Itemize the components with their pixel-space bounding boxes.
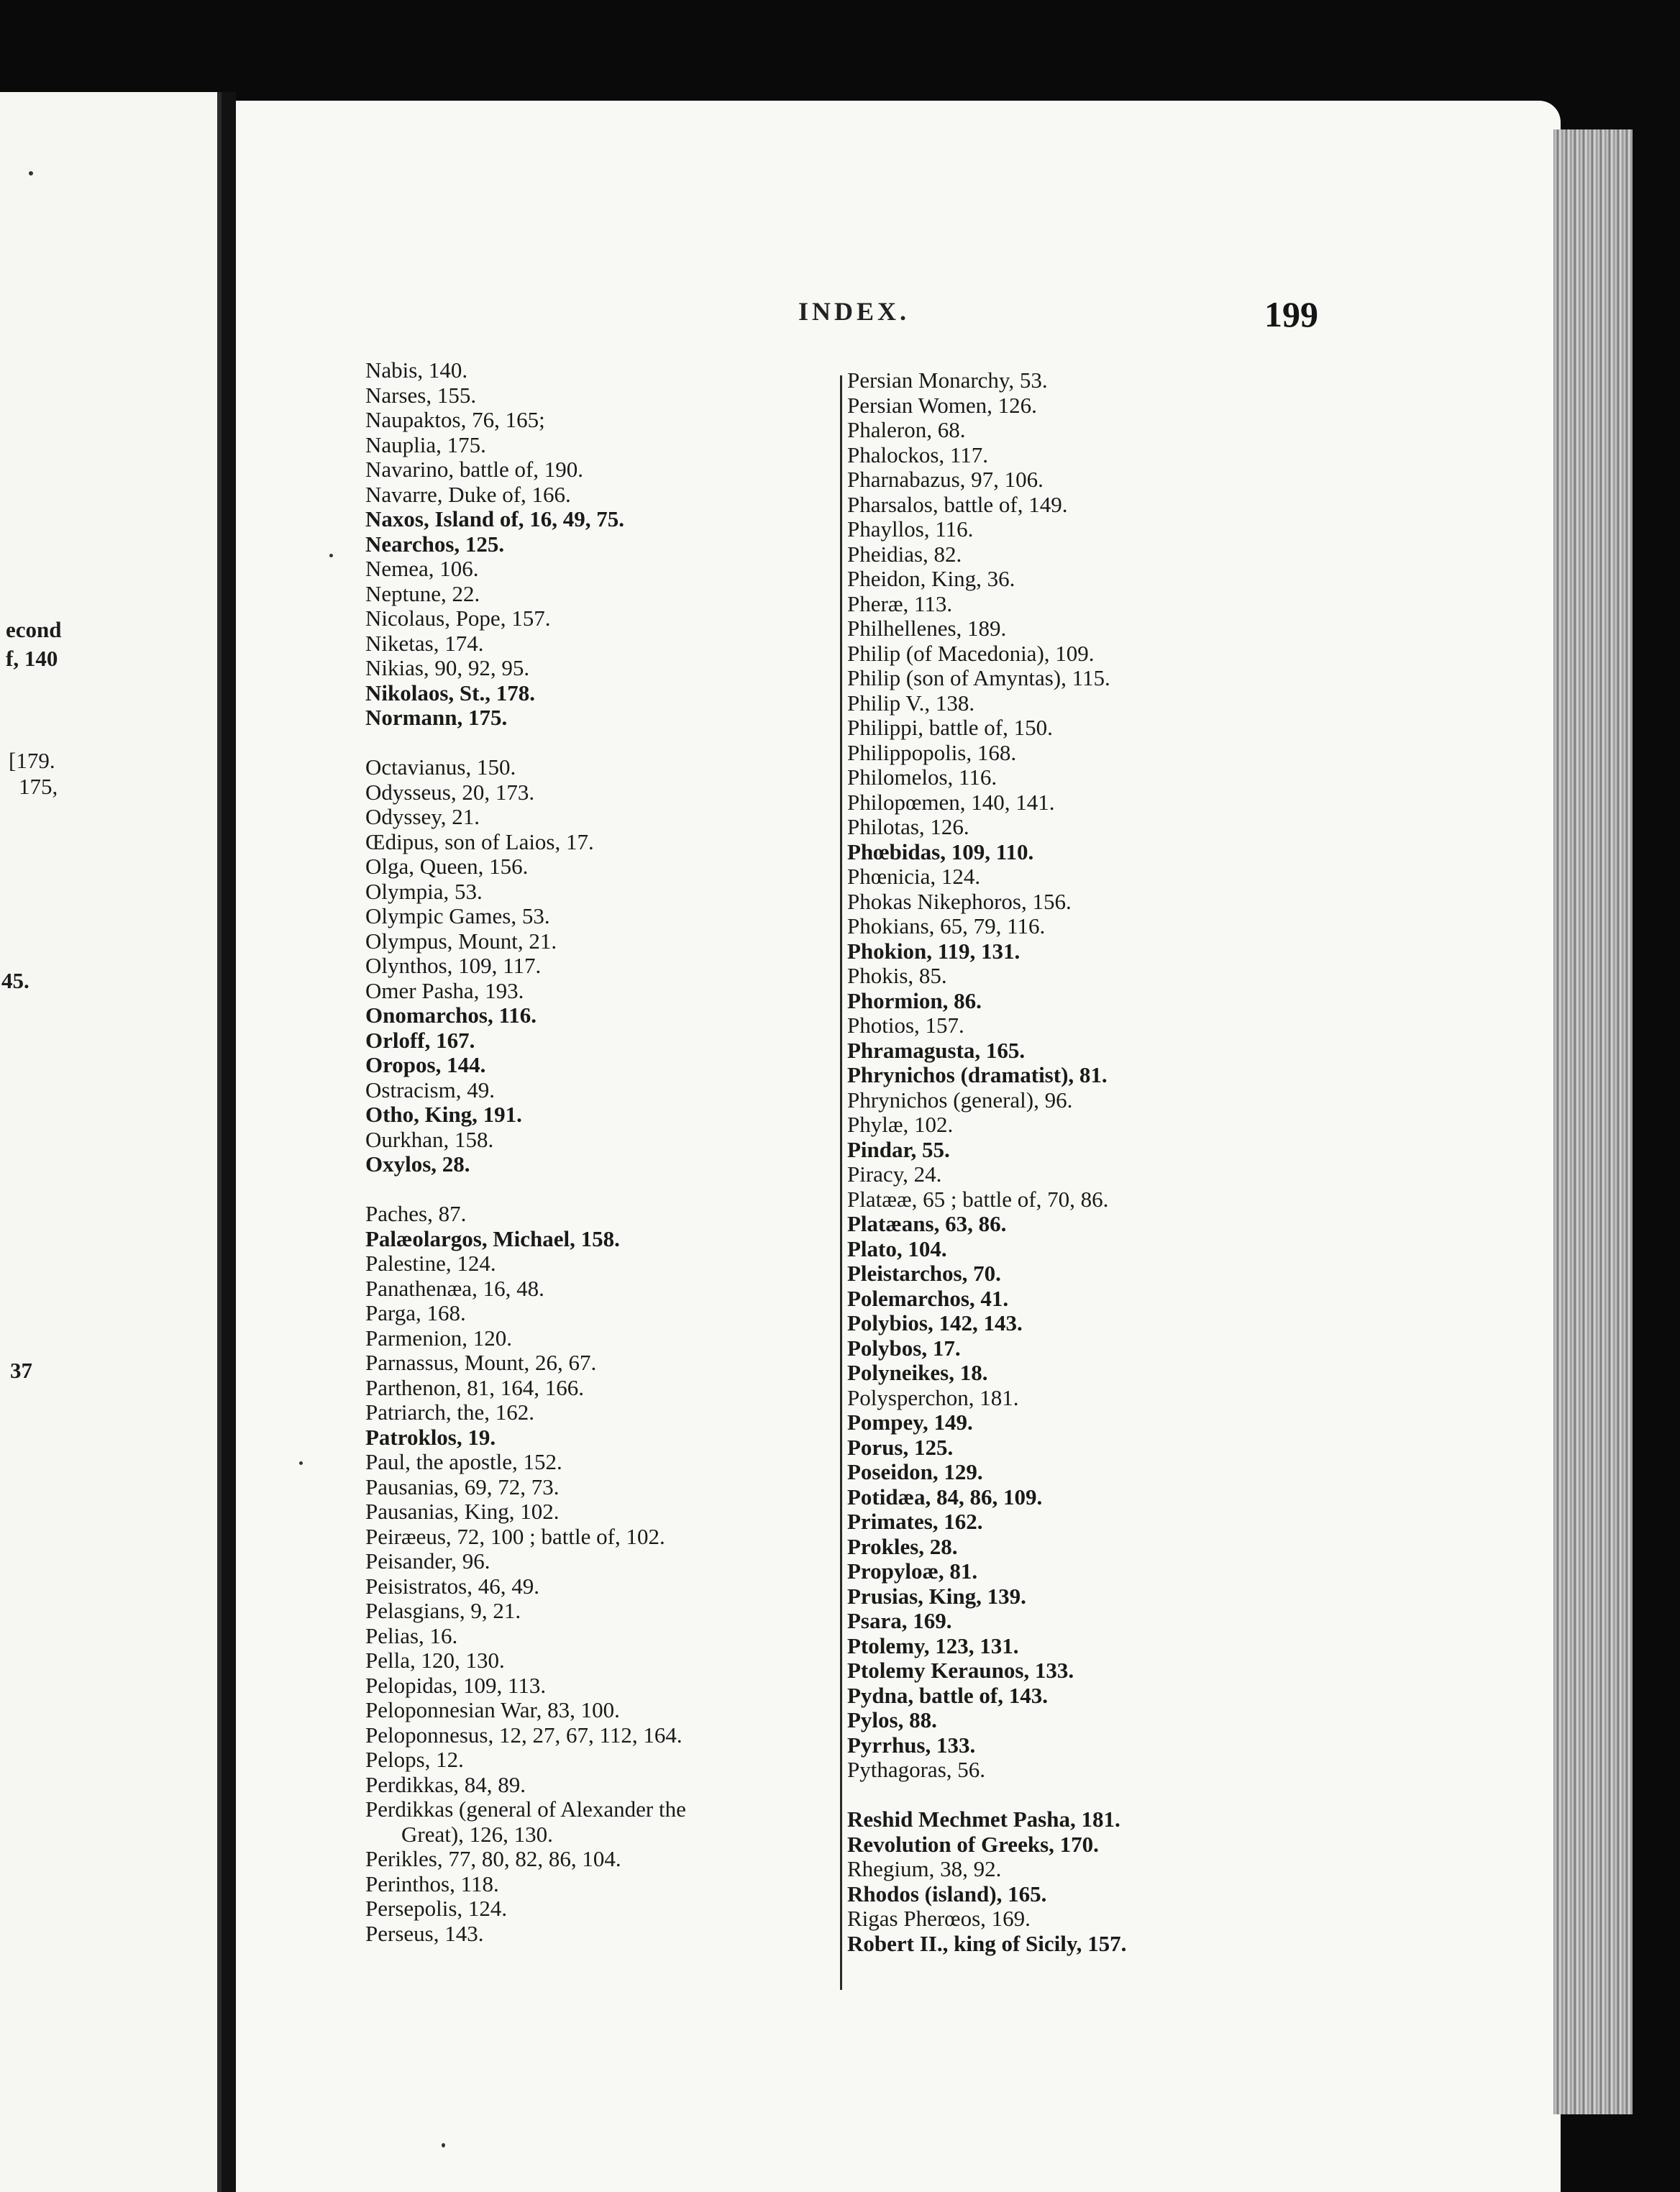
left-page-fragment: 45.	[1, 968, 29, 993]
index-entry-text: Paches, 87.	[365, 1201, 467, 1226]
index-entry-text: Polybios, 142, 143.	[847, 1310, 1023, 1335]
index-entry	[847, 1336, 1207, 1361]
index-entry	[847, 1485, 1207, 1510]
index-entry	[847, 641, 1207, 667]
print-speck	[442, 2143, 445, 2147]
index-entry-text: Philippopolis, 168.	[847, 739, 1017, 765]
left-page-fragment: 37	[10, 1358, 32, 1383]
index-entry	[847, 517, 1207, 542]
index-entry	[847, 1187, 1207, 1213]
left-page-fragment: econd	[6, 617, 62, 642]
index-entry-text: Phœnicia, 124.	[847, 864, 981, 889]
index-entry	[365, 1624, 826, 1649]
index-entry-text: Palæolargos, Michael, 158.	[365, 1225, 620, 1251]
left-page-fragment: [179.	[9, 748, 55, 773]
index-entry-text: Robert II., king of Sicily, 157.	[847, 1930, 1127, 1956]
index-entry-text: Pharsalos, battle of, 149.	[847, 491, 1068, 517]
index-entry-text: Naupaktos, 76, 165;	[365, 407, 545, 432]
index-entry-text: Palestine, 124.	[365, 1251, 496, 1276]
index-entry-text: Perdikkas, 84, 89.	[365, 1771, 526, 1797]
index-entry-text: Phokas Nikephoros, 156.	[847, 888, 1072, 914]
index-entry	[847, 1609, 1207, 1634]
index-entry-text: Prokles, 28.	[847, 1533, 958, 1559]
index-entry-text: Parnassus, Mount, 26, 67.	[365, 1350, 597, 1375]
index-entry-text: Perdikkas (general of Alexander the	[365, 1796, 686, 1822]
index-entry-text: Pompey, 149.	[847, 1410, 973, 1435]
index-entry-text: Peisander, 96.	[365, 1548, 490, 1574]
page-edges	[1553, 129, 1633, 2114]
index-entry-text: Phokis, 85.	[847, 963, 947, 988]
index-entry	[365, 1202, 826, 1227]
index-entry	[847, 1261, 1207, 1287]
index-entry-text: Poseidon, 129.	[847, 1459, 983, 1484]
index-entry	[365, 1896, 826, 1922]
index-entry	[365, 1028, 826, 1054]
index-entry	[365, 1599, 826, 1624]
index-entry	[847, 493, 1207, 518]
index-entry	[365, 1003, 826, 1028]
index-entry	[365, 383, 826, 408]
index-entry-text: Philip (of Macedonia), 109.	[847, 640, 1095, 666]
index-entry	[847, 1410, 1207, 1435]
index-entry	[365, 507, 826, 532]
index-entry	[847, 368, 1207, 393]
index-entry-text: Nemea, 106.	[365, 556, 479, 581]
index-entry-text: Phokion, 119, 131.	[847, 938, 1021, 964]
index-entry	[365, 1574, 826, 1599]
index-entry-text: Nearchos, 125.	[365, 531, 505, 557]
index-entry-text: Peloponnesian War, 83, 100.	[365, 1697, 620, 1722]
index-entry-text: Nikias, 90, 92, 95.	[365, 655, 530, 680]
index-entry-text: Ourkhan, 158.	[365, 1126, 494, 1152]
index-entry-text: Perinthos, 118.	[365, 1871, 499, 1896]
index-entry	[847, 765, 1207, 790]
index-entry	[847, 1063, 1207, 1088]
index-entry-text: Nauplia, 175.	[365, 431, 486, 457]
index-entry-text: Parga, 168.	[365, 1300, 466, 1325]
index-entry	[847, 1386, 1207, 1411]
index-entry-text: Paul, the apostle, 152.	[365, 1449, 562, 1474]
index-entry-text: Reshid Mechmet Pasha, 181.	[847, 1807, 1120, 1832]
index-entry	[365, 483, 826, 508]
index-entry-text: Oropos, 144.	[365, 1052, 486, 1077]
index-entry-text: Nikolaos, St., 178.	[365, 680, 535, 705]
index-entry	[365, 929, 826, 954]
index-entry-text: Platæans, 63, 86.	[847, 1211, 1007, 1236]
index-entry-text: Peiræeus, 72, 100 ; battle of, 102.	[365, 1523, 665, 1549]
index-entry	[847, 1361, 1207, 1386]
index-entry-text: Prusias, King, 139.	[847, 1583, 1026, 1609]
index-entry	[365, 1797, 826, 1847]
index-entry	[847, 1435, 1207, 1461]
index-entry	[365, 904, 826, 929]
index-entry-text: Pelias, 16.	[365, 1622, 458, 1648]
index-entry-text: Pheidon, King, 36.	[847, 566, 1015, 591]
index-entry-text: Odyssey, 21.	[365, 804, 480, 829]
index-entry	[365, 1277, 826, 1302]
index-entry	[847, 1088, 1207, 1113]
index-entry-text: Propyloæ, 81.	[847, 1558, 978, 1584]
index-entry-text: Ptolemy, 123, 131.	[847, 1632, 1019, 1658]
index-entry	[847, 890, 1207, 915]
index-entry	[847, 1311, 1207, 1336]
index-entry-text: Philopœmen, 140, 141.	[847, 789, 1055, 815]
index-entry	[365, 457, 826, 483]
index-entry	[847, 467, 1207, 493]
index-entry	[365, 656, 826, 681]
index-entry-text: Parmenion, 120.	[365, 1325, 513, 1351]
index-entry-text: Phrynichos (general), 96.	[847, 1087, 1073, 1113]
index-entry-text: Naxos, Island of, 16, 49, 75.	[365, 506, 624, 531]
index-entry	[365, 1872, 826, 1897]
index-entry-text: Persepolis, 124.	[365, 1896, 508, 1921]
index-entry	[365, 1053, 826, 1078]
index-entry	[365, 1102, 826, 1128]
index-entry	[847, 964, 1207, 989]
index-entry-text: Pythagoras, 56.	[847, 1757, 986, 1782]
column-rule	[840, 375, 842, 1990]
index-entry-text: Potidæa, 84, 86, 109.	[847, 1484, 1043, 1510]
index-entry-text: Olympic Games, 53.	[365, 903, 550, 928]
index-entry-text: Panathenæa, 16, 48.	[365, 1275, 544, 1301]
index-entry	[847, 616, 1207, 641]
index-entry-text: Nabis, 140.	[365, 357, 468, 383]
index-entry-continuation: Great), 126, 130.	[401, 1821, 553, 1847]
index-entry-text: Philippi, battle of, 150.	[847, 715, 1053, 740]
index-entry-text: Pausanias, 69, 72, 73.	[365, 1474, 560, 1499]
index-entry-text: Philotas, 126.	[847, 814, 969, 839]
index-entry	[847, 542, 1207, 567]
index-entry-text: Revolution of Greeks, 170.	[847, 1831, 1099, 1857]
facing-page-left	[0, 92, 222, 2192]
index-entry	[847, 790, 1207, 816]
index-entry-text: Patriarch, the, 162.	[365, 1399, 535, 1425]
index-entry-text: Polemarchos, 41.	[847, 1285, 1009, 1311]
index-entry	[365, 1922, 826, 1947]
index-entry	[365, 1847, 826, 1872]
index-entry-text: Psara, 169.	[847, 1608, 952, 1633]
index-entry-text: Pelasgians, 9, 21.	[365, 1598, 521, 1623]
index-entry	[847, 1634, 1207, 1659]
index-entry	[365, 830, 826, 855]
index-entry	[365, 408, 826, 433]
index-entry	[847, 1162, 1207, 1187]
index-entry-text: Rhodos (island), 165.	[847, 1881, 1047, 1906]
page-number: 199	[1264, 294, 1318, 334]
index-entry	[365, 979, 826, 1004]
index-entry	[847, 393, 1207, 419]
index-entry-text: Peloponnesus, 12, 27, 67, 112, 164.	[365, 1722, 682, 1748]
index-entry-text: Polyneikes, 18.	[847, 1360, 988, 1385]
index-entry-text: Narses, 155.	[365, 382, 477, 408]
index-entry-text: Pharnabazus, 97, 106.	[847, 467, 1044, 492]
index-entry	[847, 1733, 1207, 1758]
index-entry-text: Pyrrhus, 133.	[847, 1732, 976, 1758]
index-entry	[847, 592, 1207, 617]
index-entry-text: Niketas, 174.	[365, 630, 484, 656]
index-entry	[847, 1038, 1207, 1064]
index-entry	[847, 1460, 1207, 1485]
print-speck	[29, 171, 33, 175]
index-entry	[847, 939, 1207, 964]
index-entry-text: Polysperchon, 181.	[847, 1384, 1019, 1410]
index-entry-text: Philip (son of Amyntas), 115.	[847, 665, 1110, 690]
index-entry	[365, 1748, 826, 1773]
index-entry	[365, 1698, 826, 1723]
index-entry	[365, 433, 826, 458]
index-entry-text: Philip V., 138.	[847, 690, 975, 716]
index-entry	[847, 1932, 1207, 1957]
index-entry	[847, 716, 1207, 741]
index-entry	[847, 914, 1207, 939]
index-entry-text: Nicolaus, Pope, 157.	[365, 606, 551, 631]
index-entry-text: Otho, King, 191.	[365, 1102, 522, 1127]
index-entry-text: Omer Pasha, 193.	[365, 977, 524, 1003]
running-head: INDEX.	[798, 297, 910, 326]
index-entry	[365, 854, 826, 880]
index-entry-text: Patroklos, 19.	[365, 1424, 496, 1450]
index-entry-text: Parthenon, 81, 164, 166.	[365, 1374, 584, 1400]
index-entry	[847, 840, 1207, 865]
index-entry	[847, 1708, 1207, 1733]
index-entry	[365, 1450, 826, 1475]
index-entry-text: Polybos, 17.	[847, 1335, 961, 1361]
index-entry	[847, 864, 1207, 890]
index-entry	[365, 755, 826, 780]
index-entry	[847, 1758, 1207, 1783]
index-entry	[847, 1559, 1207, 1584]
left-page-fragment: f, 140	[6, 646, 58, 671]
index-entry	[847, 1212, 1207, 1237]
index-entry	[847, 1906, 1207, 1932]
index-entry	[847, 1113, 1207, 1138]
index-entry-text: Navarre, Duke of, 166.	[365, 481, 571, 507]
index-entry	[847, 989, 1207, 1014]
index-entry	[365, 1128, 826, 1153]
left-page-fragment: 175,	[19, 774, 58, 799]
index-entry-text: Pella, 120, 130.	[365, 1648, 505, 1673]
index-entry-text: Olympus, Mount, 21.	[365, 928, 557, 954]
index-entry-text: Pheræ, 113.	[847, 590, 953, 616]
index-column-left	[365, 358, 826, 1946]
index-entry	[847, 1013, 1207, 1038]
index-entry	[365, 1499, 826, 1525]
index-entry	[365, 1475, 826, 1500]
index-entry-text: Phormion, 86.	[847, 987, 982, 1013]
index-entry-text: Piracy, 24.	[847, 1161, 942, 1187]
index-entry-text: Platææ, 65 ; battle of, 70, 86.	[847, 1186, 1109, 1212]
index-entry-text: Ptolemy Keraunos, 133.	[847, 1658, 1074, 1683]
index-entry-text: Photios, 157.	[847, 1013, 964, 1038]
book-gutter	[222, 92, 236, 2192]
index-entry-text: Neptune, 22.	[365, 580, 480, 606]
index-entry-text: Rigas Pherœos, 169.	[847, 1906, 1031, 1931]
print-speck	[299, 1461, 303, 1465]
index-entry	[847, 1807, 1207, 1832]
index-entry	[365, 557, 826, 582]
index-entry-text: Olga, Queen, 156.	[365, 854, 529, 879]
index-entry	[365, 954, 826, 979]
index-entry-text: Pelops, 12.	[365, 1747, 464, 1772]
index-entry-text: Primates, 162.	[847, 1509, 983, 1534]
index-entry-text: Perseus, 143.	[365, 1920, 484, 1946]
index-entry	[847, 1882, 1207, 1907]
index-entry-text: Pheidias, 82.	[847, 541, 962, 567]
index-entry-text: Phaleron, 68.	[847, 417, 966, 442]
index-entry	[365, 631, 826, 657]
index-entry-text: Phalockos, 117.	[847, 442, 989, 467]
index-entry-text: Porus, 125.	[847, 1434, 954, 1460]
index-entry	[365, 1773, 826, 1798]
index-entry	[847, 567, 1207, 592]
index-entry-text: Phœbidas, 109, 110.	[847, 839, 1034, 864]
index-entry	[847, 1857, 1207, 1882]
index-entry-text: Pylos, 88.	[847, 1707, 937, 1732]
index-entry	[365, 1400, 826, 1425]
index-entry	[847, 815, 1207, 840]
index-entry-text: Pelopidas, 109, 113.	[365, 1672, 547, 1698]
index-entry	[365, 1648, 826, 1673]
index-entry-text: Normann, 175.	[365, 705, 508, 730]
index-entry-text: Peisistratos, 46, 49.	[365, 1573, 539, 1599]
index-entry-text: Persian Women, 126.	[847, 392, 1037, 418]
index-entry-text: Oxylos, 28.	[365, 1151, 470, 1177]
index-entry-text: Perikles, 77, 80, 82, 86, 104.	[365, 1846, 621, 1871]
index-entry	[365, 1723, 826, 1748]
index-entry-text: Pydna, battle of, 143.	[847, 1682, 1048, 1708]
index-entry	[365, 1376, 826, 1401]
index-entry	[365, 1301, 826, 1326]
index-entry	[847, 1584, 1207, 1609]
index-entry-text: Phylæ, 102.	[847, 1112, 954, 1137]
index-entry	[365, 880, 826, 905]
index-entry	[847, 691, 1207, 716]
index-entry-text: Phayllos, 116.	[847, 516, 974, 542]
index-entry	[847, 741, 1207, 766]
index-entry-text: Pausanias, King, 102.	[365, 1499, 560, 1524]
index-entry-text: Persian Monarchy, 53.	[847, 367, 1048, 393]
index-entry-text: Ostracism, 49.	[365, 1077, 495, 1102]
index-entry	[847, 666, 1207, 691]
index-entry	[365, 1425, 826, 1451]
index-entry	[365, 532, 826, 557]
index-entry-text: Odysseus, 20, 173.	[365, 779, 535, 805]
index-entry-text: Philomelos, 116.	[847, 764, 998, 790]
index-entry	[847, 1684, 1207, 1709]
index-entry-text: Plato, 104.	[847, 1236, 947, 1261]
index-entry	[847, 1138, 1207, 1163]
index-entry	[847, 1510, 1207, 1535]
index-entry	[365, 1227, 826, 1252]
index-entry	[365, 1525, 826, 1550]
index-entry	[365, 1673, 826, 1699]
index-entry-text: Œdipus, son of Laios, 17.	[365, 828, 594, 854]
index-entry-text: Octavianus, 150.	[365, 754, 516, 780]
index-entry	[365, 582, 826, 607]
index-entry-text: Phrynichos (dramatist), 81.	[847, 1062, 1108, 1087]
index-entry-text: Phramagusta, 165.	[847, 1037, 1026, 1063]
index-entry	[365, 1152, 826, 1177]
index-entry-text: Onomarchos, 116.	[365, 1003, 537, 1028]
index-entry	[847, 1535, 1207, 1560]
index-entry	[847, 1237, 1207, 1262]
index-entry	[847, 1287, 1207, 1312]
index-entry	[365, 1549, 826, 1574]
index-entry	[847, 1832, 1207, 1858]
index-entry	[847, 443, 1207, 468]
index-entry	[365, 805, 826, 830]
index-entry	[365, 606, 826, 631]
index-entry	[847, 418, 1207, 443]
index-entry-text: Olympia, 53.	[365, 878, 483, 904]
index-entry-text: Pindar, 55.	[847, 1136, 950, 1162]
index-entry	[365, 780, 826, 805]
index-entry	[847, 1658, 1207, 1684]
index-entry	[365, 1351, 826, 1376]
index-entry	[365, 1078, 826, 1103]
index-entry	[365, 1326, 826, 1351]
index-entry-text: Rhegium, 38, 92.	[847, 1856, 1002, 1881]
print-speck	[329, 554, 333, 557]
index-entry-text: Pleistarchos, 70.	[847, 1261, 1001, 1286]
index-entry	[365, 705, 826, 731]
index-column-right	[847, 368, 1207, 1956]
index-entry	[365, 1251, 826, 1277]
index-entry-text: Philhellenes, 189.	[847, 616, 1007, 641]
index-entry-text: Navarino, battle of, 190.	[365, 457, 584, 482]
index-entry	[365, 681, 826, 706]
index-entry	[365, 358, 826, 383]
index-entry-text: Olynthos, 109, 117.	[365, 953, 542, 978]
index-entry-text: Phokians, 65, 79, 116.	[847, 913, 1046, 939]
index-entry-text: Orloff, 167.	[365, 1027, 475, 1053]
